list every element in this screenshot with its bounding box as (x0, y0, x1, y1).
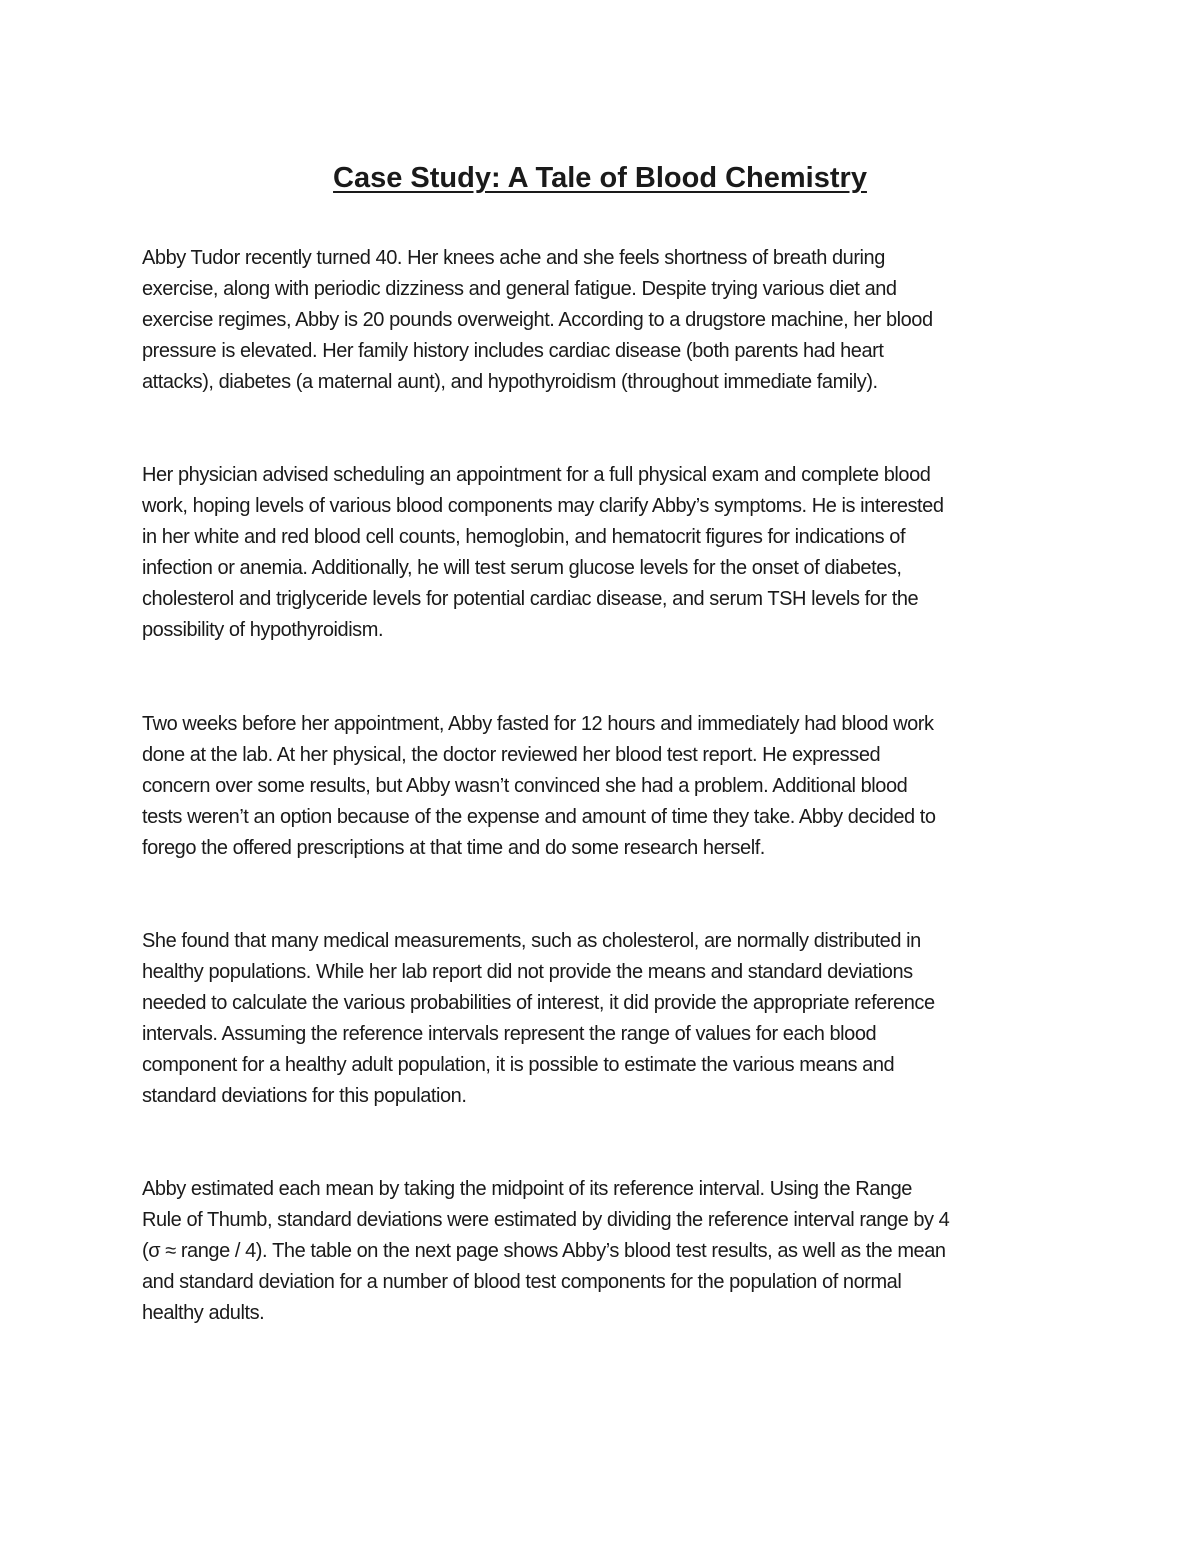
paragraph-physician (142, 460, 1072, 646)
paragraph-line: needed to calculate the various probabilities of interest, it did provide the appropriate reference (142, 992, 935, 1014)
page-title: Case Study: A Tale of Blood Chemistry (333, 162, 867, 195)
paragraph-line: healthy adults. (142, 1302, 265, 1324)
paragraph-line: attacks), diabetes (a maternal aunt), and hypothyroidism (throughout immediate family). (142, 371, 878, 393)
paragraph-line: Rule of Thumb, standard deviations were estimated by dividing the reference interval range by 4 (142, 1209, 950, 1231)
paragraph-line: possibility of hypothyroidism. (142, 619, 384, 641)
paragraph-line: exercise regimes, Abby is 20 pounds overweight. According to a drugstore machine, her blood (142, 309, 933, 331)
paragraph-line: Abby estimated each mean by taking the midpoint of its reference interval. Using the Range (142, 1178, 912, 1200)
paragraph-line: standard deviations for this population. (142, 1085, 467, 1107)
paragraph-line: intervals. Assuming the reference intervals represent the range of values for each blood (142, 1023, 877, 1045)
paragraph-research (142, 926, 1072, 1112)
paragraph-line: Abby Tudor recently turned 40. Her knees ache and she feels shortness of breath during (142, 247, 885, 269)
paragraph-line: pressure is elevated. Her family history includes cardiac disease (both parents had heart (142, 340, 884, 362)
paragraph-line: and standard deviation for a number of blood test components for the population of normal (142, 1271, 902, 1293)
paragraph-line: healthy populations. While her lab report did not provide the means and standard deviations (142, 961, 913, 983)
paragraph-appointment (142, 709, 1072, 864)
paragraph-line: forego the offered prescriptions at that time and do some research herself. (142, 837, 765, 859)
paragraph-line: work, hoping levels of various blood components may clarify Abby’s symptoms. He is interested (142, 495, 944, 517)
paragraph-estimation (142, 1174, 1072, 1329)
paragraph-line: tests weren’t an option because of the expense and amount of time they take. Abby decided to (142, 806, 936, 828)
paragraph-line: Two weeks before her appointment, Abby fasted for 12 hours and immediately had blood work (142, 713, 934, 735)
paragraph-line: cholesterol and triglyceride levels for potential cardiac disease, and serum TSH levels for the (142, 588, 919, 610)
paragraph-line: component for a healthy adult population, it is possible to estimate the various means and (142, 1054, 895, 1076)
paragraph-line: infection or anemia. Additionally, he will test serum glucose levels for the onset of diabetes, (142, 557, 902, 579)
paragraph-line: done at the lab. At her physical, the doctor reviewed her blood test report. He expressed (142, 744, 881, 766)
paragraph-line: Her physician advised scheduling an appointment for a full physical exam and complete blood (142, 464, 931, 486)
paragraph-symptoms (142, 243, 1072, 398)
paragraph-line: exercise, along with periodic dizziness and general fatigue. Despite trying various diet and (142, 278, 897, 300)
paragraph-line: (σ ≈ range / 4). The table on the next page shows Abby’s blood test results, as well as the mean (142, 1240, 946, 1262)
paragraph-line: concern over some results, but Abby wasn’t convinced she had a problem. Additional blood (142, 775, 908, 797)
paragraph-line: She found that many medical measurements, such as cholesterol, are normally distributed in (142, 930, 921, 952)
paragraph-line: in her white and red blood cell counts, hemoglobin, and hematocrit figures for indications of (142, 526, 906, 548)
